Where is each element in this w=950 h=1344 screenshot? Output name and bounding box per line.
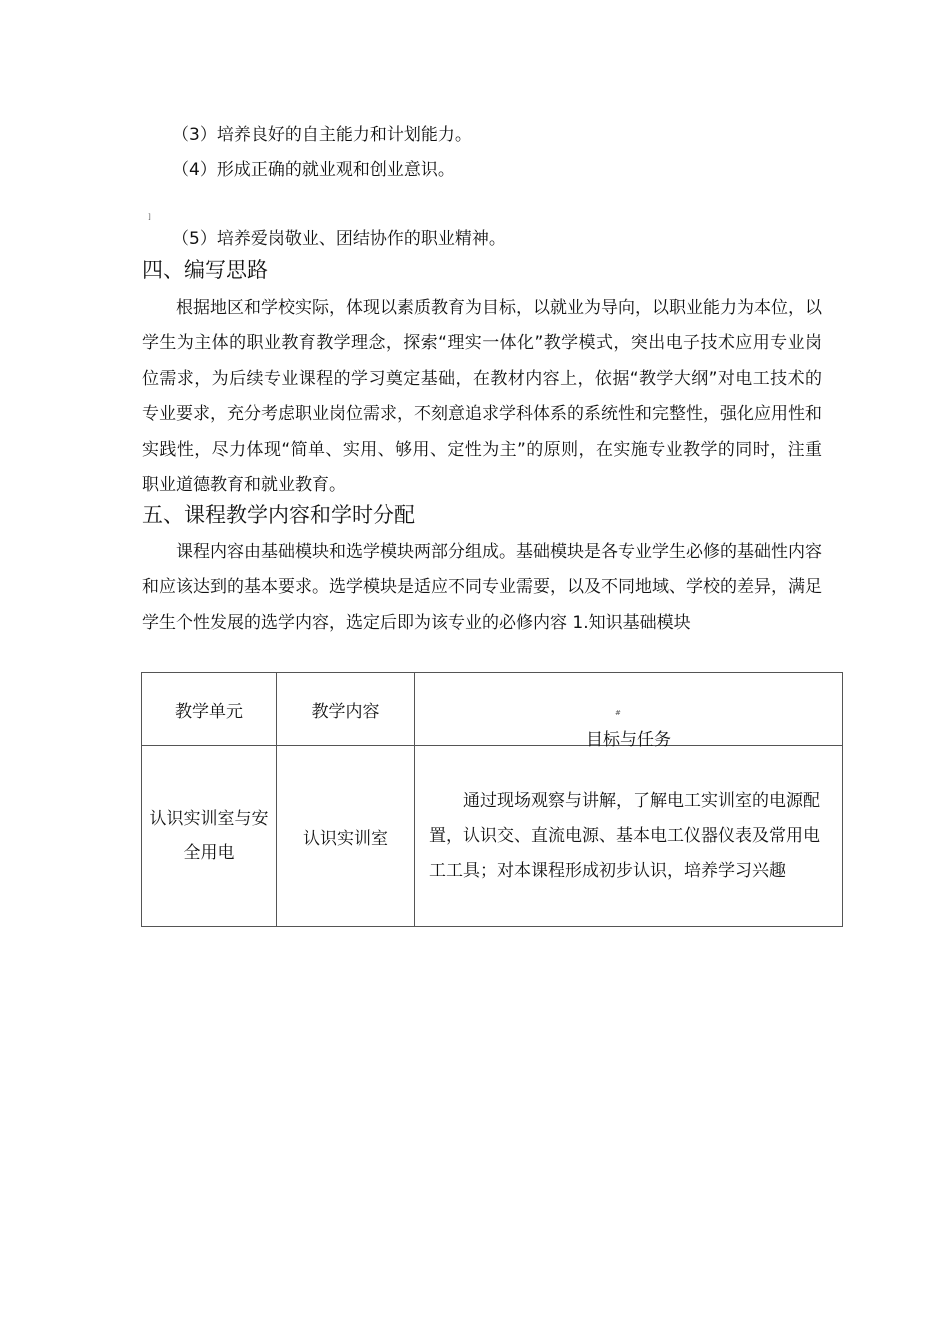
row-unit: 认识实训室与安全用电: [142, 746, 277, 927]
table-header-row: [142, 673, 843, 746]
section-heading-writing-approach: 四、编写思路: [142, 258, 268, 282]
writing-approach-paragraph: [142, 291, 822, 503]
header-goal-mark: #: [615, 709, 621, 717]
course-module-table: [141, 672, 843, 927]
course-content-paragraph: [142, 535, 822, 641]
row-goal: 通过现场观察与讲解，了解电工实训室的电源配置，认识交、直流电源、基本电工仪器仪表及常用电工工具；对本课程形成初步认识，培养学习兴趣: [429, 790, 820, 881]
objective-item-3: （3）培养良好的自主能力和计划能力。: [172, 125, 472, 145]
course-content-text: 课程内容由基础模块和选学模块两部分组成。基础模块是各专业学生必修的基础性内容和应该达到的基本要求。选学模块是适应不同专业需要，以及不同地域、学校的差异，满足学生个性发展的选学内容，选定后即为该专业的必修内容 1.知识基础模块: [142, 542, 822, 633]
header-unit: 教学单元: [142, 673, 277, 746]
table-row: [142, 746, 843, 927]
header-goal: 目标与任务: [586, 730, 671, 750]
objective-item-4: （4）形成正确的就业观和创业意识。: [172, 160, 455, 180]
objective-item-5: （5）培养爱岗敬业、团结协作的职业精神。: [172, 229, 506, 249]
writing-approach-text: 根据地区和学校实际，体现以素质教育为目标，以就业为导向，以职业能力为本位，以学生为主体的职业教育教学理念，探索“理实一体化”教学模式，突出电子技术应用专业岗位需求，为后续专业课程的学习奠定基础，在教材内容上，依据“教学大纲”对电工技术的专业要求，充分考虑职业岗位需求，不刻意追求学科体系的系统性和完整性，强化应用性和实践性，尽力体现“简单、实用、够用、定性为主”的原则，在实施专业教学的同时，注重职业道德教育和就业教育。: [142, 298, 822, 496]
stray-marker: ]: [148, 213, 151, 221]
header-content: 教学内容: [277, 673, 415, 746]
row-goal-cell: [415, 746, 843, 927]
header-goal-cell: [415, 673, 843, 750]
section-heading-course-content: 五、课程教学内容和学时分配: [142, 503, 415, 527]
row-content: 认识实训室: [277, 746, 415, 927]
